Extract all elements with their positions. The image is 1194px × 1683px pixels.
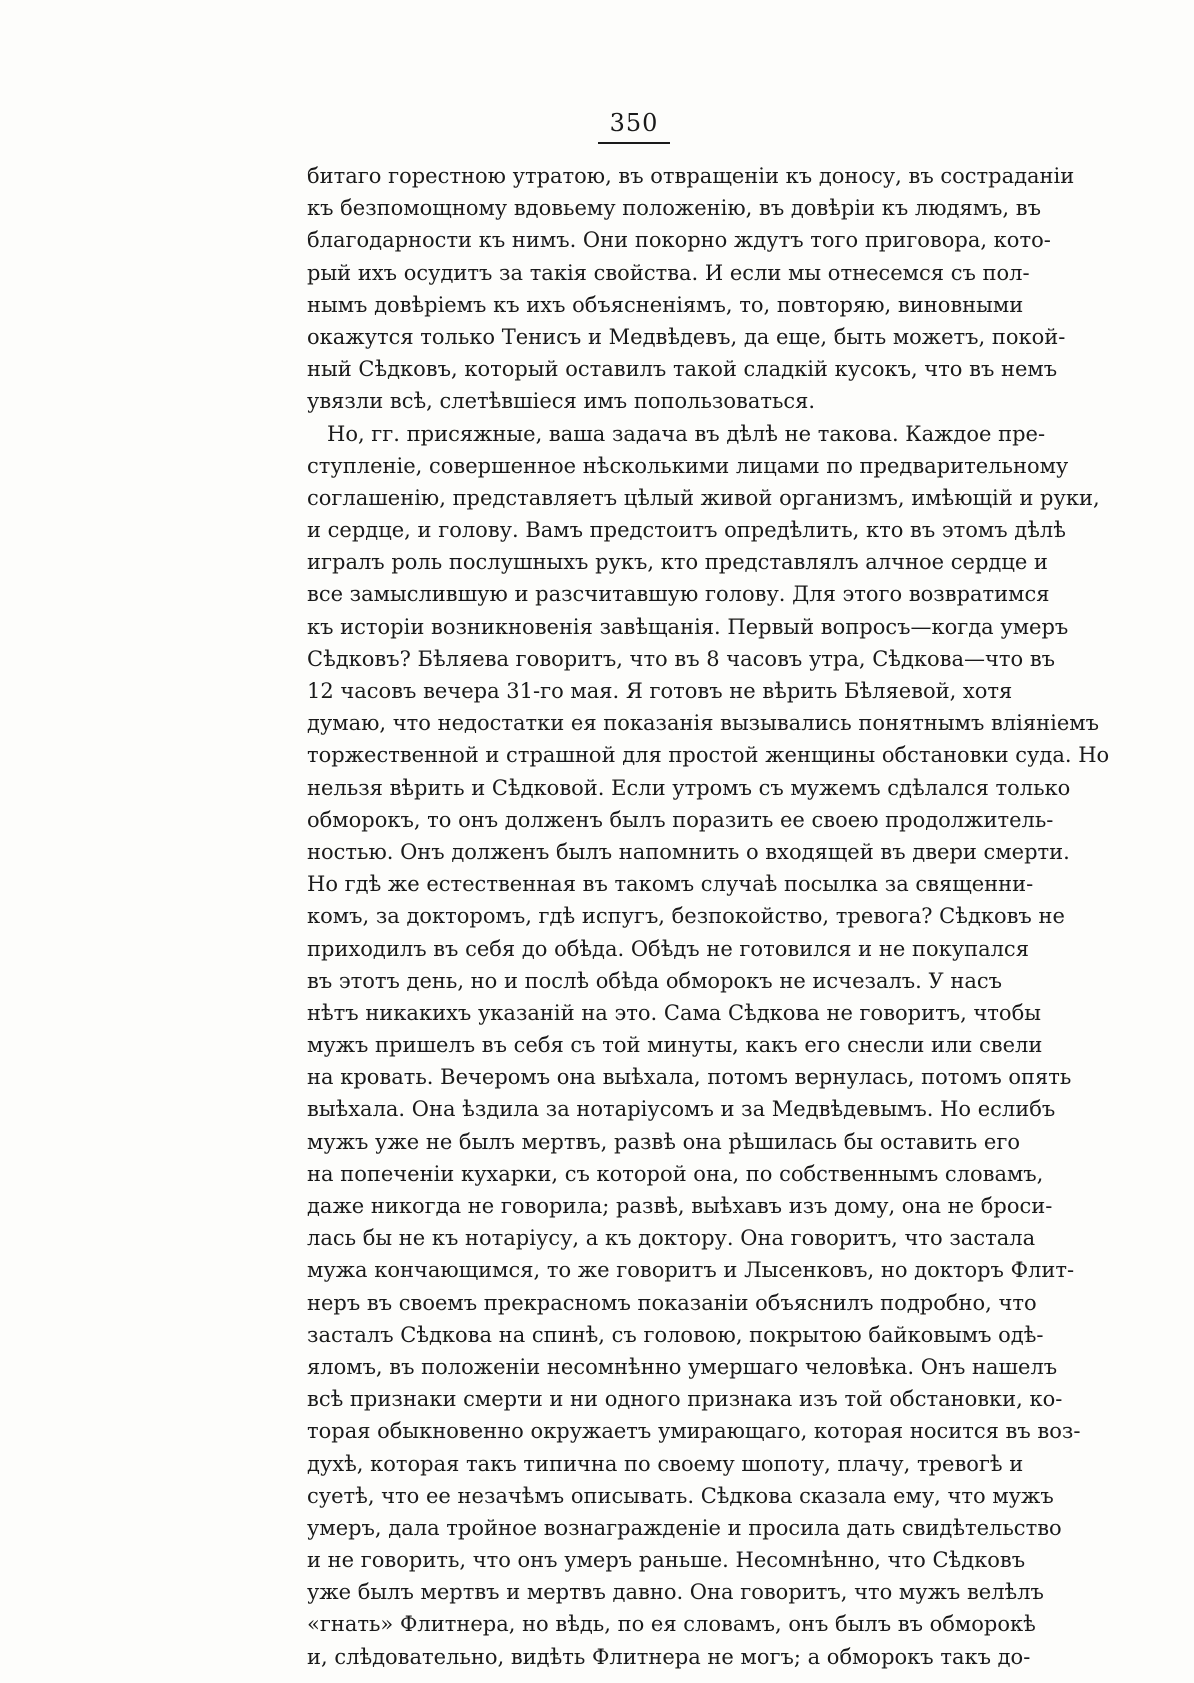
text-line: и сердце, и голову. Вамъ предстоитъ опредѣлить, кто въ этомъ дѣлѣ	[307, 518, 1066, 543]
text-line: умеръ, дала тройное вознагражденіе и просила дать свидѣтельство	[307, 1515, 1062, 1540]
text-line: неръ въ своемъ прекрасномъ показаніи объяснилъ подробно, что	[307, 1290, 1037, 1315]
text-line: комъ, за докторомъ, гдѣ испугъ, безпокойство, тревога? Сѣдковъ не	[307, 904, 1065, 929]
text-line: увязли всѣ, слетѣвшіеся имъ попользоваться.	[307, 389, 816, 414]
text-line: въ этотъ день, но и послѣ обѣда обморокъ не исчезалъ. У насъ	[307, 968, 1003, 993]
text-line: нельзя вѣрить и Сѣдковой. Если утромъ съ мужемъ сдѣлался только	[307, 775, 1071, 800]
text-line: «гнать» Флитнера, но вѣдь, по ея словамъ, онъ былъ въ обморокѣ	[307, 1612, 1036, 1637]
text-line: ступленіе, совершенное нѣсколькими лицами по предварительному	[307, 453, 1069, 478]
text-line: и не говорить, что онъ умеръ раньше. Несомнѣнно, что Сѣдковъ	[307, 1548, 1026, 1573]
text-line: даже никогда не говорила; развѣ, выѣхавъ изъ дому, она не броси-	[307, 1194, 1053, 1218]
text-line: Но, гг. присяжные, ваша задача въ дѣлѣ не такова. Каждое пре-	[327, 421, 1046, 446]
text-line: обморокъ, то онъ долженъ былъ поразить ее своею продолжитель-	[307, 807, 1054, 832]
text-line: засталъ Сѣдкова на спинѣ, съ головою, покрытою байковымъ одѣ-	[307, 1322, 1044, 1347]
text-line: на кровать. Вечеромъ она выѣхала, потомъ вернулась, потомъ опять	[307, 1065, 1072, 1090]
page-number-rule	[598, 142, 670, 144]
text-line: игралъ роль послушныхъ рукъ, кто представлялъ алчное сердце и	[307, 550, 1048, 575]
text-line: соглашенію, представляетъ цѣлый живой организмъ, имѣющій и руки,	[307, 485, 1100, 510]
text-line: мужъ уже не былъ мертвъ, развѣ она рѣшилась бы оставить его	[307, 1129, 1020, 1154]
text-line: рый ихъ осудитъ за такія свойства. И если мы отнесемся съ пол-	[307, 260, 1030, 285]
text-line: ный Сѣдковъ, который оставилъ такой сладкій кусокъ, что въ немъ	[307, 357, 1058, 382]
text-line: торая обыкновенно окружаетъ умирающаго, которая носится въ воз-	[307, 1419, 1081, 1444]
text-line: уже былъ мертвъ и мертвъ давно. Она говоритъ, что мужъ велѣлъ	[307, 1580, 1044, 1605]
body-text	[307, 160, 1110, 1673]
text-line: мужа кончающимся, то же говоритъ и Лысенковъ, но докторъ Флит-	[307, 1258, 1075, 1283]
text-line: духѣ, которая такъ типична по своему шопоту, плачу, тревогѣ и	[307, 1451, 1024, 1476]
text-line: думаю, что недостатки ея показанія вызывались понятнымъ вліяніемъ	[307, 711, 1099, 736]
text-line: Но гдѣ же естественная въ такомъ случаѣ посылка за священни-	[307, 872, 1034, 897]
page-number: 350	[609, 109, 659, 137]
text-line: торжественной и страшной для простой женщины обстановки суда. Но	[307, 743, 1110, 768]
text-line: битаго горестною утратою, въ отвращеніи къ доносу, въ состраданіи	[307, 164, 1075, 188]
text-line: Сѣдковъ? Бѣляева говоритъ, что въ 8 часовъ утра, Сѣдкова—что въ	[307, 646, 1056, 671]
text-line: выѣхала. Она ѣздила за нотаріусомъ и за Медвѣдевымъ. Но еслибъ	[307, 1097, 1056, 1122]
text-line: нымъ довѣріемъ къ ихъ объясненіямъ, то, повторяю, виновными	[307, 292, 1024, 317]
text-line: нѣтъ никакихъ указаній на это. Сама Сѣдкова не говоритъ, чтобы	[307, 1000, 1041, 1025]
text-line: суетѣ, что ее незачѣмъ описывать. Сѣдкова сказала ему, что мужъ	[307, 1483, 1054, 1508]
text-line: приходилъ въ себя до обѣда. Обѣдъ не готовился и не покупался	[307, 936, 1029, 961]
text-line: 12 часовъ вечера 31-го мая. Я готовъ не вѣрить Бѣляевой, хотя	[307, 679, 1013, 703]
text-line: и, слѣдовательно, видѣть Флитнера не могъ; а обморокъ такъ до-	[307, 1644, 1031, 1669]
text-line: яломъ, въ положеніи несомнѣнно умершаго человѣка. Онъ нашелъ	[307, 1354, 1058, 1379]
text-line: благодарности къ нимъ. Они покорно ждутъ того приговора, кото-	[307, 228, 1051, 253]
text-line: къ исторіи возникновенія завѣщанія. Первый вопросъ—когда умеръ	[307, 614, 1069, 639]
text-line: на попеченіи кухарки, съ которой она, по собственнымъ словамъ,	[307, 1161, 1044, 1186]
text-line: лась бы не къ нотаріусу, а къ доктору. Она говоритъ, что застала	[307, 1226, 1036, 1251]
text-line: къ безпомощному вдовьему положенію, въ довѣріи къ людямъ, въ	[307, 196, 1041, 221]
text-line: мужъ пришелъ въ себя съ той минуты, какъ его снесли или свели	[307, 1033, 1043, 1058]
text-line: окажутся только Тенисъ и Медвѣдевъ, да еще, быть можетъ, покой-	[307, 324, 1066, 349]
text-line: ностью. Онъ долженъ былъ напомнить о входящей въ двери смерти.	[307, 839, 1070, 864]
text-line: все замыслившую и разсчитавшую голову. Для этого возвратимся	[307, 582, 1050, 607]
text-line: всѣ признаки смерти и ни одного признака изъ той обстановки, ко-	[307, 1387, 1063, 1412]
